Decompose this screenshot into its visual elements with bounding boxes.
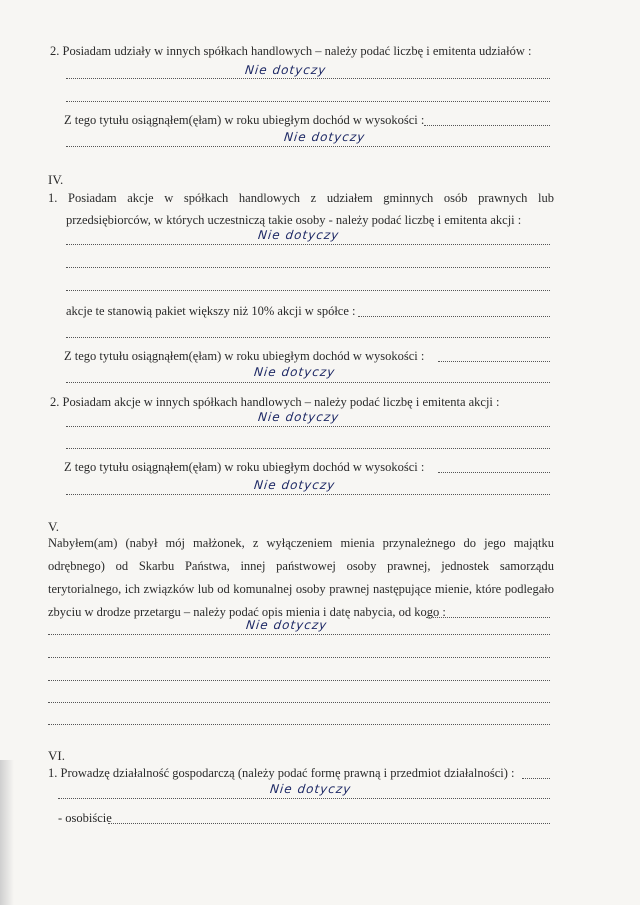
handwritten-answer: Nie dotyczy bbox=[245, 618, 329, 632]
answer-line bbox=[58, 798, 550, 799]
income-label: Z tego tytułu osiągnąłem(ęłam) w roku ubiegłym dochód w wysokości : bbox=[64, 349, 425, 363]
answer-line bbox=[66, 267, 550, 268]
answer-line bbox=[66, 101, 550, 102]
answer-line bbox=[438, 361, 550, 362]
scan-shadow bbox=[0, 760, 14, 905]
income-label: Z tego tytułu osiągnąłem(ęłam) w roku ubiegłym dochód w wysokości : bbox=[64, 113, 425, 127]
answer-line bbox=[66, 382, 550, 383]
answer-line bbox=[48, 680, 550, 681]
answer-line bbox=[48, 634, 550, 635]
business-activity-label: 1. Prowadzę działalność gospodarczą (należy podać formę prawną i przedmiot działalności) : bbox=[48, 766, 515, 780]
answer-line bbox=[66, 337, 550, 338]
personally-label: - osobiście bbox=[58, 811, 112, 825]
handwritten-answer: Nie dotyczy bbox=[244, 63, 328, 77]
answer-line bbox=[66, 290, 550, 291]
acquired-property-text: odrębnego) od Skarbu Państwa, innej państwowej osoby prawnej, jednostek samorządu bbox=[48, 559, 554, 573]
answer-line bbox=[66, 426, 550, 427]
shares-other-label: 2. Posiadam akcje w innych spółkach handlowych – należy podać liczbę i emitenta akcji : bbox=[50, 395, 500, 409]
answer-line bbox=[48, 702, 550, 703]
answer-line bbox=[66, 78, 550, 79]
answer-line bbox=[48, 724, 550, 725]
shares-other-companies-label: 2. Posiadam udziały w innych spółkach handlowych – należy podać liczbę i emitenta udziałów : bbox=[50, 44, 532, 58]
section-numeral-vi: VI. bbox=[48, 748, 65, 763]
answer-line bbox=[66, 146, 550, 147]
answer-line bbox=[358, 316, 550, 317]
handwritten-answer: Nie dotyczy bbox=[283, 130, 367, 144]
answer-line bbox=[438, 472, 550, 473]
answer-line bbox=[66, 244, 550, 245]
answer-line bbox=[48, 657, 550, 658]
section-numeral-iv: IV. bbox=[48, 172, 64, 187]
package-10-percent-label: akcje te stanowią pakiet większy niż 10% akcji w spółce : bbox=[66, 304, 356, 318]
handwritten-answer: Nie dotyczy bbox=[253, 365, 337, 379]
answer-line bbox=[108, 823, 550, 824]
handwritten-answer: Nie dotyczy bbox=[253, 478, 337, 492]
answer-line bbox=[424, 125, 550, 126]
section-numeral-v: V. bbox=[48, 519, 59, 534]
answer-line bbox=[426, 617, 550, 618]
acquired-property-text: zbyciu w drodze przetargu – należy podać opis mienia i datę nabycia, od kogo : bbox=[48, 605, 446, 619]
answer-line bbox=[66, 448, 550, 449]
handwritten-answer: Nie dotyczy bbox=[269, 782, 353, 796]
acquired-property-text: Nabyłem(am) (nabył mój małżonek, z wyłączeniem mienia przynależnego do jego majątku bbox=[48, 536, 554, 550]
acquired-property-text: terytorialnego, ich związków lub od komunalnej osoby prawnej następujące mienie, które podlegało bbox=[48, 582, 554, 596]
handwritten-answer: Nie dotyczy bbox=[257, 228, 341, 242]
shares-municipal-label-cont: przedsiębiorców, w których uczestniczą takie osoby - należy podać liczbę i emitenta akcji : bbox=[66, 213, 522, 227]
shares-municipal-label: 1. Posiadam akcje w spółkach handlowych z udziałem gminnych osób prawnych lub bbox=[48, 191, 554, 205]
income-label: Z tego tytułu osiągnąłem(ęłam) w roku ubiegłym dochód w wysokości : bbox=[64, 460, 425, 474]
answer-line bbox=[522, 778, 550, 779]
answer-line bbox=[66, 494, 550, 495]
handwritten-answer: Nie dotyczy bbox=[257, 410, 341, 424]
